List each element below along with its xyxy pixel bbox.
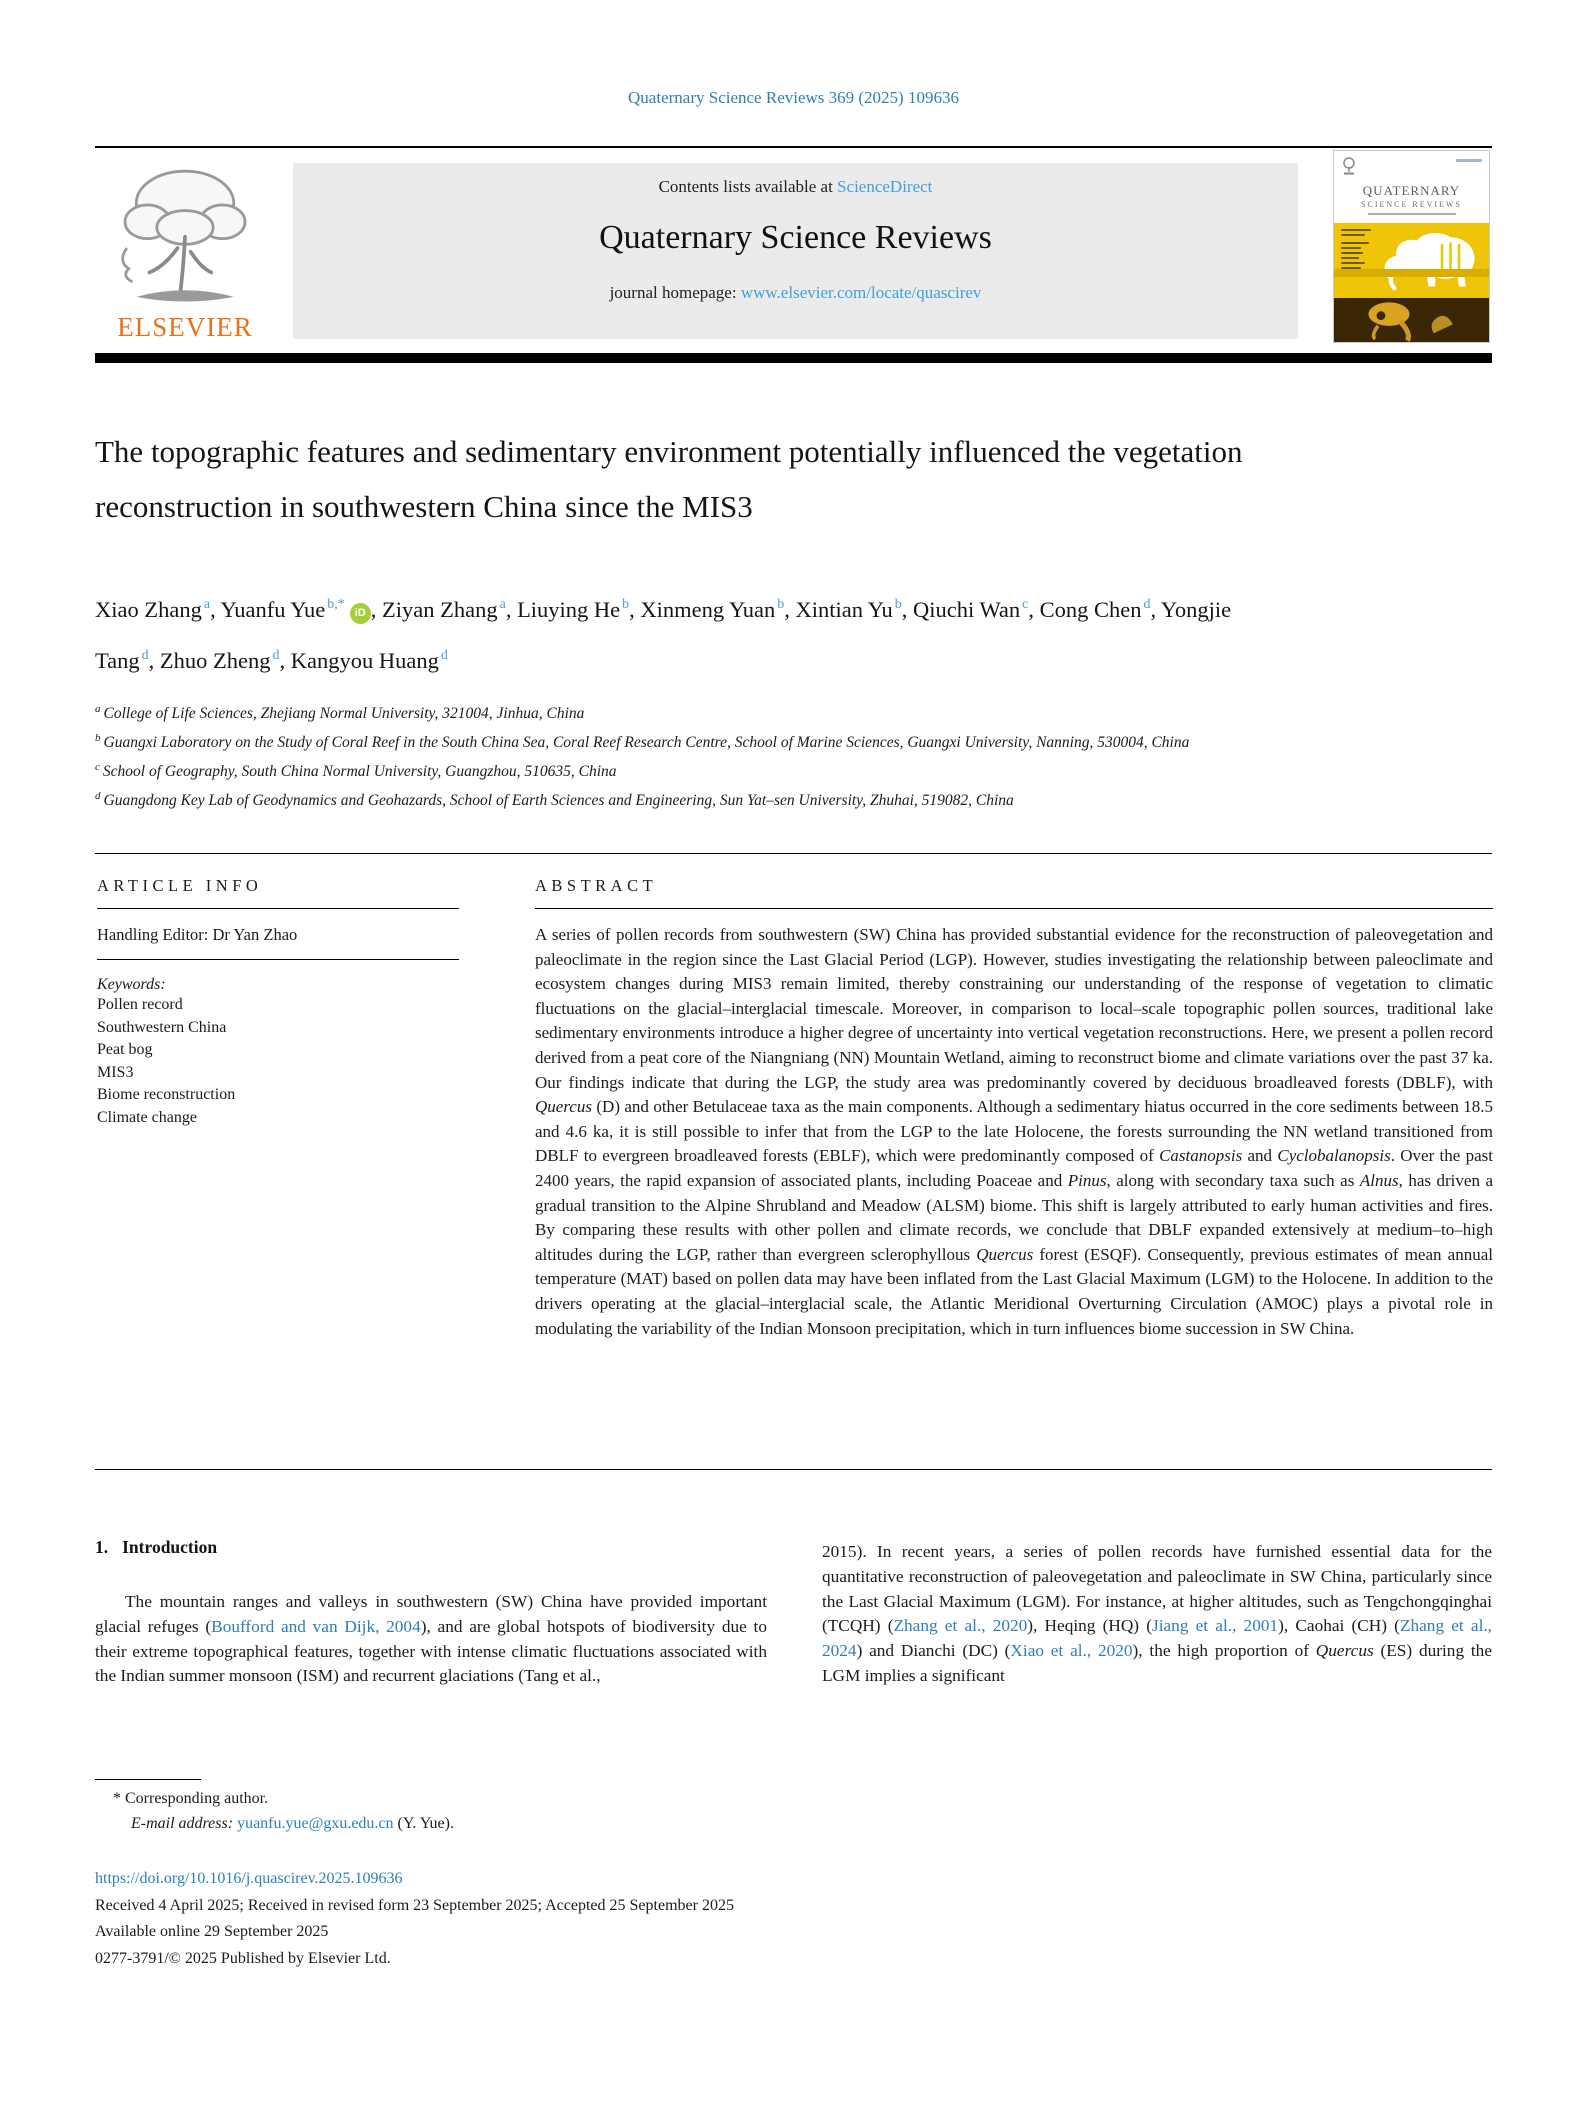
header-divider-bar [95, 353, 1492, 363]
handling-editor: Handling Editor: Dr Yan Zhao [97, 925, 298, 944]
homepage-line [293, 283, 1298, 303]
doi-link[interactable]: https://doi.org/10.1016/j.quascirev.2025.109636 [95, 1870, 403, 1887]
keyword-item: Peat bog [97, 1041, 153, 1058]
abstract-heading: ABSTRACT [535, 876, 658, 895]
cover-editor-text-bars [1341, 229, 1375, 272]
intro-paragraph-right: 2015). In recent years, a series of pollen records have furnished essential data for the quantitative reconstruction of paleovegetation and paleoclimate in SW China, particularly since the Last Glacial Maximum (LGM). For instance, at higher altitudes, such as Tengchongqinghai (TCQH) (Zhang et al., 2020), Heqing (HQ) (Jiang et al., 2001), Caohai (CH) (Zhang et al., 2024) and Dianchi (DC) (Xiao et al., 2020), the high proportion of Quercus (ES) during the LGM implies a significant [822, 1542, 1493, 1685]
keywords-list [97, 994, 459, 1129]
keyword-item: MIS3 [97, 1063, 134, 1081]
top-rule [95, 146, 1492, 148]
cover-yellow-band [1334, 223, 1489, 298]
corresponding-author-line: * Corresponding author. [113, 1790, 269, 1807]
author-affiliation-superscript: b [894, 597, 902, 612]
contents-line [293, 163, 1298, 197]
mammoth-skeleton-icon [1375, 227, 1487, 295]
citation-link[interactable]: Boufford and van Dijk, 2004 [211, 1616, 421, 1636]
available-online: Available online 29 September 2025 [95, 1923, 329, 1940]
copyright-line: 0277-3791/© 2025 Published by Elsevier Ltd. [95, 1949, 391, 1967]
author-affiliation-superscript: d [1143, 597, 1151, 612]
info-rule-2 [97, 959, 459, 960]
author-affiliation-superscript: a [499, 597, 506, 612]
intro-right-column [822, 1540, 1492, 1689]
section-rule [95, 853, 1492, 854]
keyword-item: Pollen record [97, 996, 183, 1013]
cover-issn-bar [1456, 159, 1482, 162]
homepage-url-link[interactable]: www.elsevier.com/locate/quascirev [740, 283, 982, 302]
cover-title-line2: SCIENCE REVIEWS [1361, 200, 1462, 209]
author-name: Qiuchi Wan [913, 597, 1021, 622]
contents-prefix: Contents lists available at [658, 177, 838, 196]
author-affiliation-superscript: b [777, 597, 785, 612]
intro-paragraph-left: The mountain ranges and valleys in southwestern (SW) China have provided important glacial refuges (Boufford and van Dijk, 2004), and are global hotspots of biodiversity due to their extreme topographical features, together with intense climatic fluctuations associated with the Indian summer monsoon (ISM) and recurrent glaciations (Tang et al., [95, 1592, 767, 1686]
journal-header-panel [293, 163, 1298, 339]
keyword-item: Climate change [97, 1108, 197, 1126]
affiliation-line: $^b$ Guangxi Laboratory on the Study of Coral Reef in the South China Sea, Coral Reef Research Centre, School of Marine Sciences, Guangxi University, Nanning, 530004, China [95, 732, 1190, 752]
section-heading [95, 1537, 767, 1558]
author-name: Yongjie Tang [95, 597, 1232, 673]
author-name: Liuying He [517, 597, 621, 622]
citation-link[interactable]: Zhang et al., 2024 [822, 1616, 1493, 1661]
received-dates: Received 4 April 2025; Received in revised form 23 September 2025; Accepted 25 September 2025 [95, 1896, 734, 1914]
elsevier-logo [95, 158, 275, 348]
author-list: Xiao Zhang $^a$, Yuanfu Yue $^{b,*}$iD , Ziyan Zhang $^a$, Liuying He $^b$, Xinmeng Yuan $^b$, Xintian Yu $^b$, Qiuchi Wan $^c$, Cong Chen $^d$, Yongjie Tang $^d$, Zhuo Zheng $^d$, Kangyou Huang $^d$ [95, 597, 1232, 673]
homepage-prefix: journal homepage: [609, 283, 741, 302]
citation-link[interactable]: yuanfu.yue@gxu.edu.cn [237, 1815, 394, 1832]
abstract-text: A series of pollen records from southwestern (SW) China has provided substantial evidence for the reconstruction of paleovegetation and paleoclimate in the region since the Last Glacial Period (LGP). However, studies investigating the relationship between paleoclimate and ecosystem changes during MIS3 remain limited, thereby constraining our understanding of the response of vegetation to climatic fluctuations on the glacial–interglacial timescale. Moreover, in comparison to local–scale topographic pollen sources, traditional lake sedimentary environments introduce a higher degree of uncertainty into vertical vegetation reconstructions. Here, we present a pollen record derived from a peat core of the Niangniang (NN) Mountain Wetland, aiming to reconstruct biome and climate variations over the past 37 ka. Our findings indicate that during the LGP, the study area was predominantly covered by deciduous broadleaved forests (DBLF), with Quercus (D) and other Betulaceae taxa as the main components. Although a sedimentary hiatus occurred in the core sediments between 18.5 and 4.6 ka, it is still possible to infer that from the LGP to the late Holocene, the forests surrounding the NN wetland transitioned from DBLF to evergreen broadleaved forests (EBLF), which were predominantly composed of Castanopsis and Cyclobalanopsis. Over the past 2400 years, the rapid expansion of associated plants, including Poaceae and Pinus, along with secondary taxa such as Alnus, has driven a gradual transition to the Alpine Shrubland and Meadow (ALSM) biome. This shift is largely attributed to early human activities and fires. By comparing these results with other pollen and climate records, we conclude that DBLF expanded extensively at medium–to–high altitudes during the LGP, rather than evergreen sclerophyllous Quercus forest (ESQF). Consequently, previous estimates of mean annual temperature (MAT) based on pollen data may have been inflated from the Last Glacial Maximum (LGM) to the Holocene. In addition to the drivers operating at the glacial–interglacial scale, the Atlantic Meridional Overturning Circulation (AMOC) plays a pivotal role in modulating the variability of the Indian Monsoon precipitation, which in turn influences biome succession in SW China. [535, 925, 1494, 1338]
author-affiliation-superscript: b,* [327, 597, 345, 612]
affiliation-line: $^c$ School of Geography, South China Normal University, Guangzhou, 510635, China [95, 761, 617, 781]
mammoth-skull-icon [1336, 298, 1486, 342]
author-affiliation-superscript: b [622, 597, 630, 612]
affiliation-line: $^d$ Guangdong Key Lab of Geodynamics and Geohazards, School of Earth Sciences and Engineering, Sun Yat–sen University, Zhuhai, 519082, China [95, 790, 1014, 810]
sciencedirect-link[interactable]: ScienceDirect [837, 177, 933, 196]
cover-amber-strip [1334, 269, 1489, 277]
abstract-column [535, 876, 1493, 1341]
author-affiliation-superscript: c [1022, 597, 1029, 612]
cover-subtitle-bar [1368, 213, 1456, 215]
keyword-item: Biome reconstruction [97, 1086, 236, 1103]
article-info-heading: ARTICLE INFO [97, 876, 263, 895]
affiliation-line: $^a$ College of Life Sciences, Zhejiang Normal University, 321004, Jinhua, China [95, 703, 585, 723]
author-name: Kangyou Huang [290, 648, 439, 673]
article-footer [95, 1866, 1492, 1972]
author-name: Ziyan Zhang [382, 597, 498, 622]
orcid-icon[interactable]: iD [350, 603, 371, 624]
cover-dark-band [1334, 298, 1489, 342]
author-affiliation-superscript: d [440, 648, 448, 663]
body-rule [95, 1469, 1492, 1470]
cover-elsevier-mini-icon [1342, 157, 1356, 175]
author-name: Xiao Zhang [95, 597, 202, 622]
abstract-rule [535, 908, 1493, 909]
intro-left-column [95, 1537, 767, 1689]
info-rule-1 [97, 908, 459, 909]
article-title: The topographic features and sedimentary environment potentially influenced the vegetation reconstruction in southwestern China since the MIS3 [95, 434, 1243, 524]
journal-title: Quaternary Science Reviews [599, 219, 992, 256]
corresponding-author-footnote [95, 1779, 815, 1833]
author-affiliation-superscript: d [272, 648, 280, 663]
footnote-rule [95, 1779, 201, 1780]
author-name: Yuanfu Yue [220, 597, 326, 622]
author-name: Xinmeng Yuan [640, 597, 776, 622]
journal-citation-link[interactable]: Quaternary Science Reviews 369 (2025) 109636 [628, 88, 959, 107]
affiliation-list [95, 697, 1492, 814]
section-number: 1. [95, 1537, 109, 1557]
elsevier-wordmark: ELSEVIER [117, 312, 253, 342]
author-name: Xintian Yu [795, 597, 893, 622]
citation-link[interactable]: Xiao et al., 2020 [1010, 1641, 1133, 1661]
cover-journal-title [1334, 183, 1489, 209]
article-info-column [97, 876, 459, 1129]
author-affiliation-superscript: a [203, 597, 211, 612]
citation-link[interactable]: Zhang et al., 2020 [893, 1616, 1028, 1636]
keywords-label: Keywords: [97, 976, 166, 993]
email-line: E-mail address: yuanfu.yue@gxu.edu.cn (Y. Yue). [131, 1815, 454, 1832]
elsevier-tree-icon [110, 158, 260, 310]
citation-link[interactable]: Jiang et al., 2001 [1151, 1616, 1279, 1636]
author-name: Cong Chen [1039, 597, 1142, 622]
journal-cover-thumbnail [1333, 150, 1490, 343]
cover-title-line1: QUATERNARY [1362, 183, 1461, 198]
author-name: Zhuo Zheng [159, 648, 271, 673]
keyword-item: Southwestern China [97, 1018, 227, 1036]
section-title: Introduction [122, 1537, 218, 1557]
author-affiliation-superscript: d [141, 648, 149, 663]
